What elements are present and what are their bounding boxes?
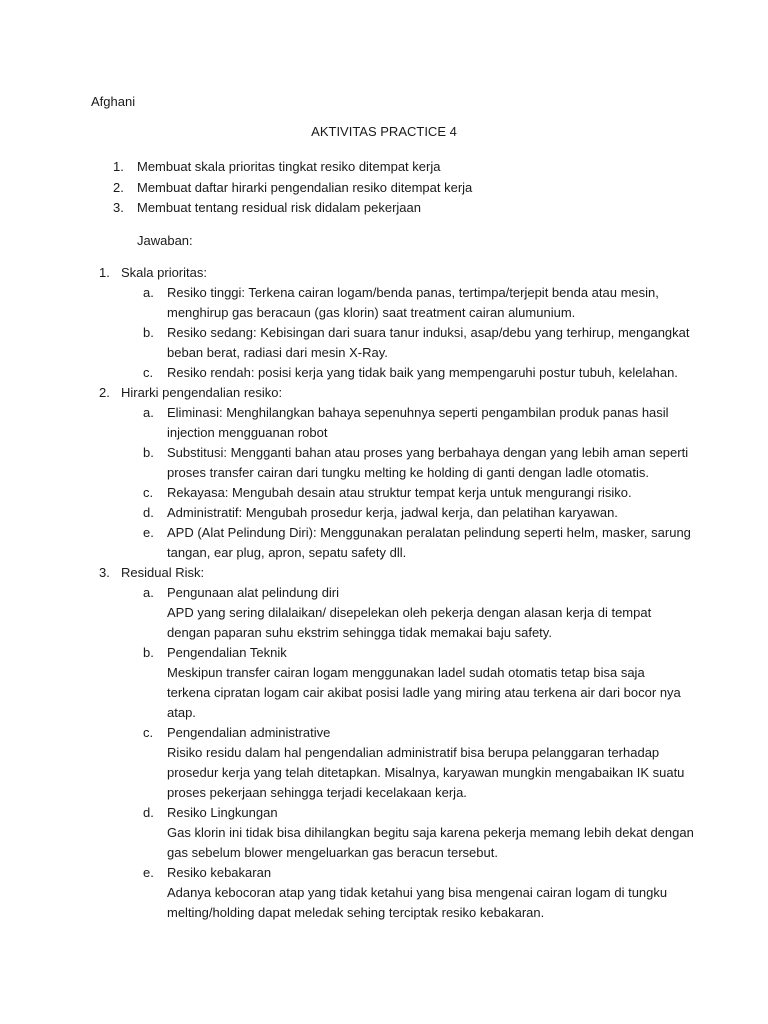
item-text-line: Pengendalian Teknik — [167, 645, 287, 660]
item-text-line: terkena cipratan logam cair akibat posisi ladle yang miring atau terkena air dari bocor nya — [167, 685, 681, 700]
answer-section — [99, 383, 739, 563]
item-letter: e. — [143, 525, 154, 540]
section-number: 2. — [99, 385, 110, 400]
list-item — [99, 723, 739, 803]
item-text-line: proses pekerjaan sehingga terjadi kecelakaan kerja. — [167, 785, 467, 800]
answer-section — [99, 563, 739, 923]
list-item — [99, 523, 739, 563]
list-item — [99, 503, 739, 523]
item-text-line: Risiko residu dalam hal pengendalian administratif bisa berupa pelanggaran terhadap — [167, 745, 660, 760]
item-letter: b. — [143, 445, 154, 460]
answer-section — [99, 263, 739, 383]
item-letter: a. — [143, 405, 154, 420]
list-item — [99, 443, 739, 483]
item-text-line: Rekayasa: Mengubah desain atau struktur tempat kerja untuk mengurangi risiko. — [167, 485, 632, 500]
list-item — [99, 863, 739, 923]
item-text-line: beban berat, radiasi dari mesin X-Ray. — [167, 345, 388, 360]
item-text-line: Gas klorin ini tidak bisa dihilangkan begitu saja karena pekerja memang lebih dekat dengan — [167, 825, 694, 840]
item-text-line: prosedur kerja yang telah ditetapkan. Misalnya, karyawan mungkin mengabaikan IK suatu — [167, 765, 685, 780]
document-title: AKTIVITAS PRACTICE 4 — [311, 124, 457, 139]
answer-label: Jawaban: — [137, 233, 193, 248]
item-letter: c. — [143, 485, 154, 500]
item-letter: d. — [143, 505, 154, 520]
section-heading: Hirarki pengendalian resiko: — [121, 385, 283, 400]
author-name: Afghani — [91, 94, 136, 109]
item-letter: a. — [143, 285, 154, 300]
item-letter: c. — [143, 725, 154, 740]
list-item — [99, 483, 739, 503]
item-text-line: tangan, ear plug, apron, sepatu safety dll. — [167, 545, 407, 560]
item-letter: b. — [143, 645, 154, 660]
item-text-line: melting/holding dapat meledak sehing terciptak resiko kebakaran. — [167, 905, 545, 920]
item-text-line: Eliminasi: Menghilangkan bahaya sepenuhnya seperti pengambilan produk panas hasil — [167, 405, 669, 420]
list-item — [99, 403, 739, 443]
item-letter: b. — [143, 325, 154, 340]
task-text: Membuat skala prioritas tingkat resiko ditempat kerja — [137, 159, 441, 174]
list-item — [99, 803, 739, 863]
item-letter: d. — [143, 805, 154, 820]
section-heading: Skala prioritas: — [121, 265, 207, 280]
list-item — [99, 363, 739, 383]
item-text-line: proses transfer cairan dari tungku melting ke holding di ganti dengan ladle otomatis. — [167, 465, 650, 480]
item-text-line: Pengunaan alat pelindung diri — [167, 585, 340, 600]
item-text-line: Pengendalian administrative — [167, 725, 331, 740]
list-item — [99, 323, 739, 363]
list-item — [99, 583, 739, 643]
item-letter: c. — [143, 365, 154, 380]
list-item — [99, 643, 739, 723]
item-letter: a. — [143, 585, 154, 600]
item-text-line: APD (Alat Pelindung Diri): Menggunakan peralatan pelindung seperti helm, masker, sarung — [167, 525, 691, 540]
section-number: 3. — [99, 565, 110, 580]
item-text-line: APD yang sering dilalaikan/ disepelekan oleh pekerja dengan alasan kerja di tempat — [167, 605, 652, 620]
item-text-line: atap. — [167, 705, 196, 720]
section-heading: Residual Risk: — [121, 565, 205, 580]
item-text-line: Resiko kebakaran — [167, 865, 272, 880]
item-text-line: Adanya kebocoran atap yang tidak ketahui yang bisa mengenai cairan logam di tungku — [167, 885, 668, 900]
section-heading-row — [99, 383, 739, 403]
list-item — [99, 283, 739, 323]
section-number: 1. — [99, 265, 110, 280]
task-number: 3. — [113, 200, 124, 215]
item-text-line: gas sebelum blower mengeluarkan gas beracun tersebut. — [167, 845, 498, 860]
item-text-line: Resiko rendah: posisi kerja yang tidak baik yang mempengaruhi postur tubuh, kelelahan. — [167, 365, 678, 380]
section-heading-row — [99, 263, 739, 283]
item-text-line: Resiko tinggi: Terkena cairan logam/benda panas, tertimpa/terjepit benda atau mesin, — [167, 285, 659, 300]
task-number: 1. — [113, 159, 124, 174]
item-text-line: dengan paparan suhu ekstrim sehingga tidak memakai baju safety. — [167, 625, 552, 640]
item-text-line: Resiko sedang: Kebisingan dari suara tanur induksi, asap/debu yang terhirup, mengangkat — [167, 325, 690, 340]
task-text: Membuat daftar hirarki pengendalian resiko ditempat kerja — [137, 179, 473, 195]
item-text-line: Administratif: Mengubah prosedur kerja, jadwal kerja, dan pelatihan karyawan. — [167, 505, 618, 520]
item-letter: e. — [143, 865, 154, 880]
item-text-line: Substitusi: Mengganti bahan atau proses yang berbahaya dengan yang lebih aman seperti — [167, 445, 689, 460]
item-text-line: menghirup gas beracaun (gas klorin) saat treatment cairan alumunium. — [167, 305, 576, 320]
item-text-line: Resiko Lingkungan — [167, 805, 278, 820]
answer-list — [99, 263, 739, 923]
item-text-line: Meskipun transfer cairan logam menggunakan ladel sudah otomatis tetap bisa saja — [167, 665, 645, 680]
section-heading-row — [99, 563, 739, 583]
task-number: 2. — [113, 179, 124, 195]
item-text-line: injection mengguanan robot — [167, 425, 328, 440]
task-text: Membuat tentang residual risk didalam pekerjaan — [137, 200, 421, 215]
